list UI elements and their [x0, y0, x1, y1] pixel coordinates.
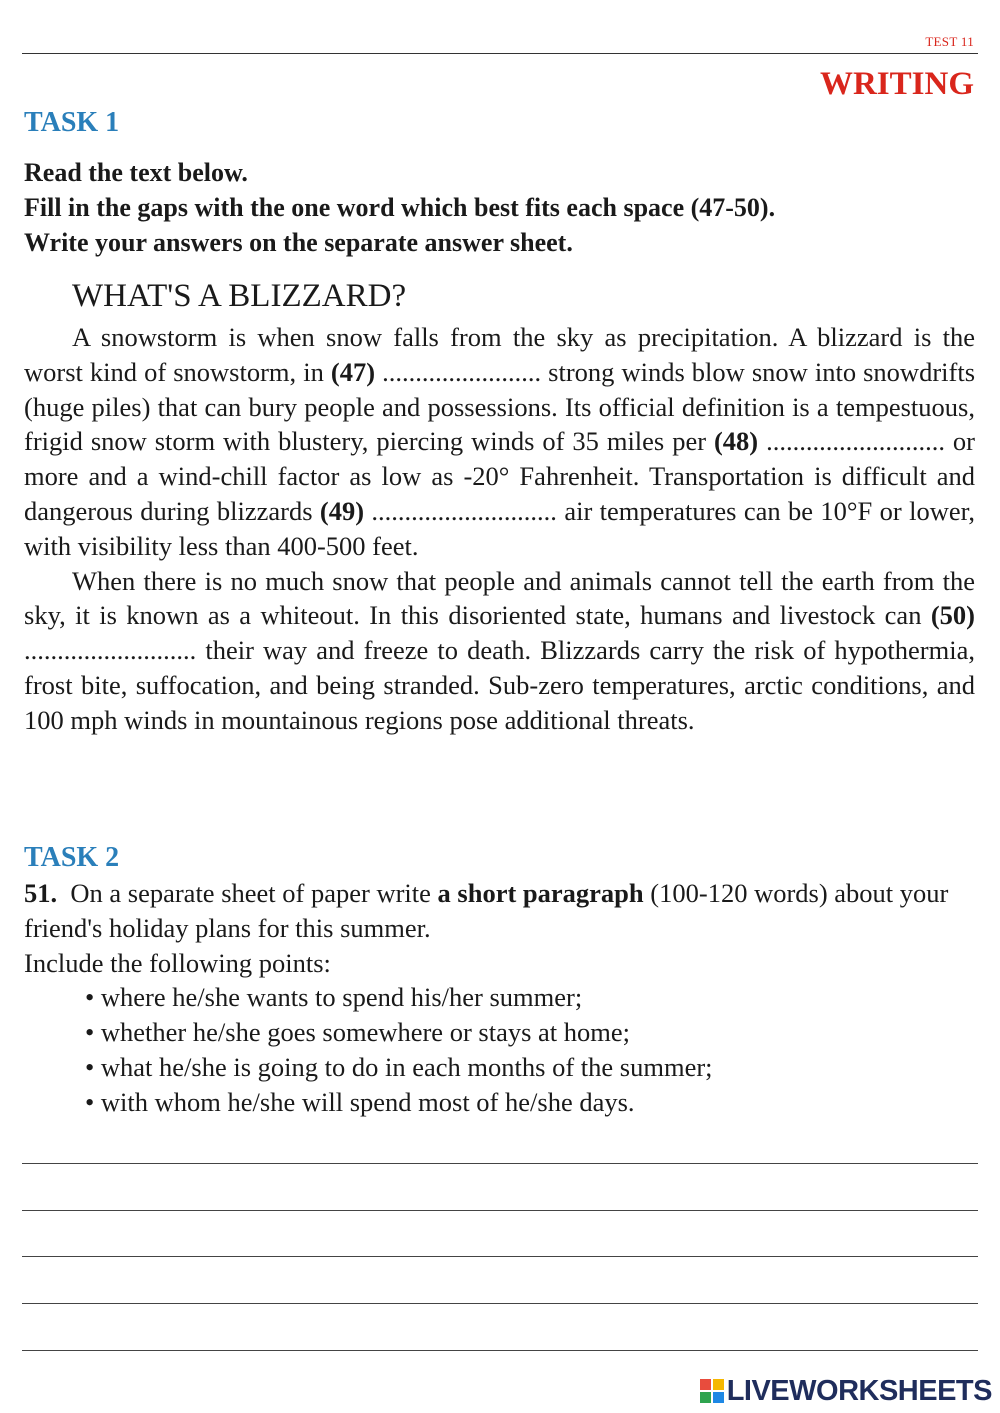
instruction-line: Write your answers on the separate answer sheet.: [24, 228, 573, 257]
gap-48[interactable]: [714, 426, 945, 456]
answer-line[interactable]: [22, 1163, 978, 1164]
list-item: • with whom he/she will spend most of he/she days.: [85, 1086, 635, 1117]
gap-number: (49): [319, 495, 365, 526]
gap-blank: ...........................: [758, 426, 945, 457]
instruction-line: Fill in the gaps with the one word which best fits each space (47-50).: [24, 193, 776, 222]
logo-square: [713, 1392, 724, 1403]
prompt-emphasis: a short paragraph: [437, 878, 644, 908]
passage-text: their way and freeze to death. Blizzards carry the risk of hypothermia, frost bite, suffocation, and being stranded. Sub-zero temperatures, arctic conditions, and 100 mph winds in mountainous regions pose additional threats.: [24, 635, 975, 735]
section-title: WRITING: [819, 66, 974, 102]
passage-text: air temperatures can be 10°F or lower, with visibility less than 400-500 feet.: [24, 495, 975, 561]
prompt-text: (100-120 words) about your friend's holiday plans for this summer.: [24, 878, 949, 943]
gap-blank: ........................: [375, 356, 542, 387]
logo-mark-icon: [700, 1379, 724, 1403]
task1-heading: TASK 1: [24, 107, 120, 138]
logo-square: [700, 1392, 711, 1403]
passage-paragraph-1: [24, 320, 975, 564]
answer-line[interactable]: [22, 1350, 978, 1351]
instruction-line: Read the text below.: [24, 158, 248, 187]
passage-text: When there is no much snow that people and animals cannot tell the earth from the sky, it is known as a whiteout. In this disoriented state, humans and livestock can: [24, 565, 975, 631]
gap-47[interactable]: [331, 357, 541, 387]
list-item: • where he/she wants to spend his/her summer;: [85, 982, 583, 1013]
points-list: [24, 980, 979, 1119]
header-divider: [22, 53, 978, 54]
logo-text: LIVEWORKSHEETS: [726, 1374, 992, 1407]
passage-text: A snowstorm is when snow falls from the sky as precipitation. A blizzard is the worst kind of snowstorm, in: [24, 322, 975, 387]
answer-line[interactable]: [22, 1256, 978, 1257]
logo-square: [713, 1379, 724, 1390]
question-number: 51.: [24, 878, 58, 908]
gap-number: (50): [930, 600, 975, 631]
test-number-label: TEST 11: [925, 34, 974, 49]
answer-line[interactable]: [22, 1303, 978, 1304]
gap-blank: ..........................: [24, 635, 197, 666]
gap-blank: ............................: [364, 495, 557, 526]
prompt-text: On a separate sheet of paper write: [70, 878, 438, 908]
gap-49[interactable]: [320, 496, 557, 526]
task1-instructions: [24, 155, 979, 260]
task2-prompt: [24, 876, 979, 946]
passage-text: or more and a wind-chill factor as low as -20° Fahrenheit. Transportation is difficult and dangerous during blizzards: [24, 426, 975, 526]
task2-body: [24, 876, 979, 1120]
task2-heading: TASK 2: [24, 842, 120, 873]
passage-text: strong winds blow snow into snowdrifts (huge piles) that can bury people and possessions. Its official definition is a tempestuous, frigid snow storm with blustery, piercing winds of 35 miles per: [24, 356, 976, 457]
list-item: • what he/she is going to do in each months of the summer;: [85, 1051, 713, 1082]
passage-paragraph-2: [24, 564, 975, 738]
logo-square: [700, 1379, 711, 1390]
passage-title: WHAT'S A BLIZZARD?: [72, 278, 407, 314]
reading-passage: [24, 320, 975, 738]
answer-line[interactable]: [22, 1210, 978, 1211]
gap-number: (48): [713, 426, 759, 457]
gap-number: (47): [330, 356, 376, 387]
liveworksheets-logo: [700, 1374, 992, 1408]
include-points-label: Include the following points:: [24, 947, 331, 978]
list-item: • whether he/she goes somewhere or stays at home;: [85, 1017, 631, 1048]
